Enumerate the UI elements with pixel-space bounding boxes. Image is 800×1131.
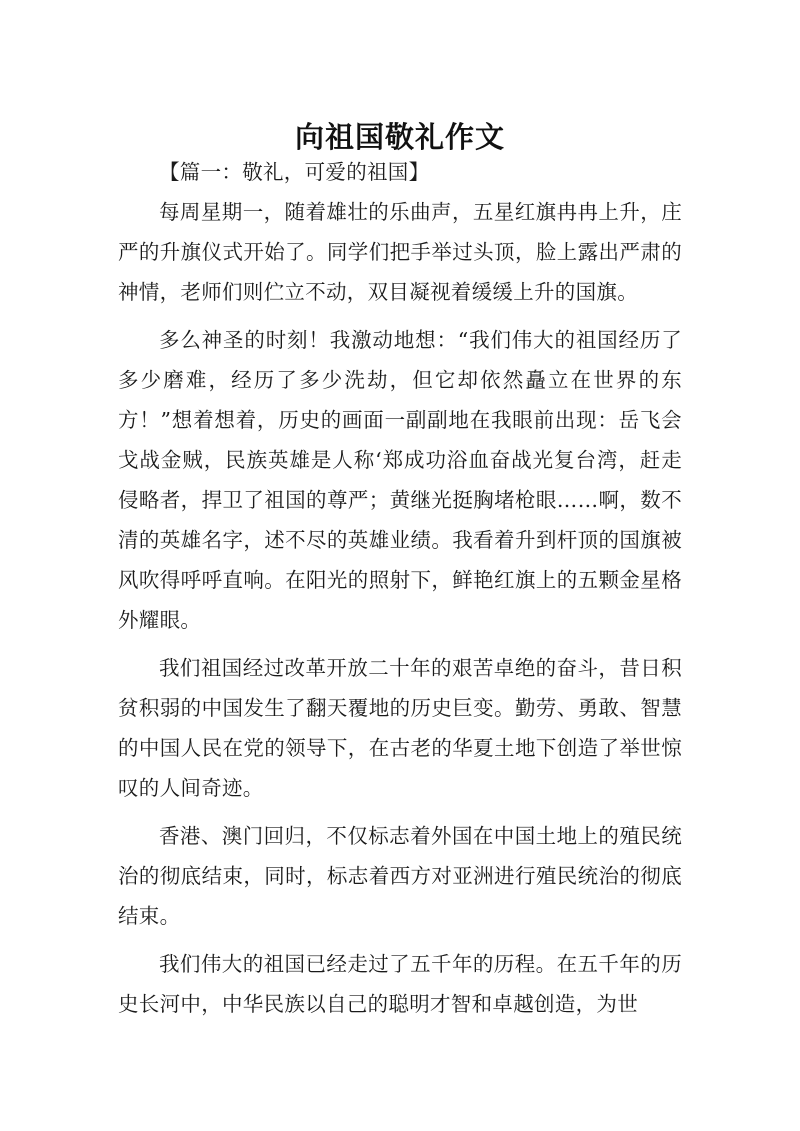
paragraph-2: 多么神圣的时刻！我激动地想：“我们伟大的祖国经历了多少磨难，经历了多少洗劫，但它却依然矗立在世界的东方！”想着想着，历史的画面一副副地在我眼前出现：岳飞会戈战金贼，民族英雄是人称‘郑成功浴血奋战光复台湾，赶走侵略者，捍卫了祖国的尊严；黄继光挺胸堵枪眼……啊，数不清的英雄名字，述不尽的英雄业绩。我看着升到杆顶的国旗被风吹得呼呼直响。在阳光的照射下，鲜艳红旗上的五颗金星格外耀眼。 [118,328,682,632]
section-heading: 【篇一：敬礼，可爱的祖国】 [159,160,430,184]
document-body [118,152,682,1032]
paragraph-1: 每周星期一，随着雄壮的乐曲声，五星红旗冉冉上升，庄严的升旗仪式开始了。同学们把手举过头顶，脸上露出严肃的神情，老师们则伫立不动，双目凝视着缓缓上升的国旗。 [118,200,682,304]
paragraph-4: 香港、澳门回归，不仅标志着外国在中国土地上的殖民统治的彻底结束，同时，标志着西方对亚洲进行殖民统治的彻底结束。 [118,824,682,928]
paragraph-5: 我们伟大的祖国已经走过了五千年的历程。在五千年的历史长河中，中华民族以自己的聪明才智和卓越创造，为世 [118,952,682,1016]
paragraph-3: 我们祖国经过改革开放二十年的艰苦卓绝的奋斗，昔日积贫积弱的中国发生了翻天覆地的历史巨变。勤劳、勇敢、智慧的中国人民在党的领导下，在古老的华夏土地下创造了举世惊叹的人间奇迹。 [118,656,682,800]
document-title: 向祖国敬礼作文 [294,120,505,155]
